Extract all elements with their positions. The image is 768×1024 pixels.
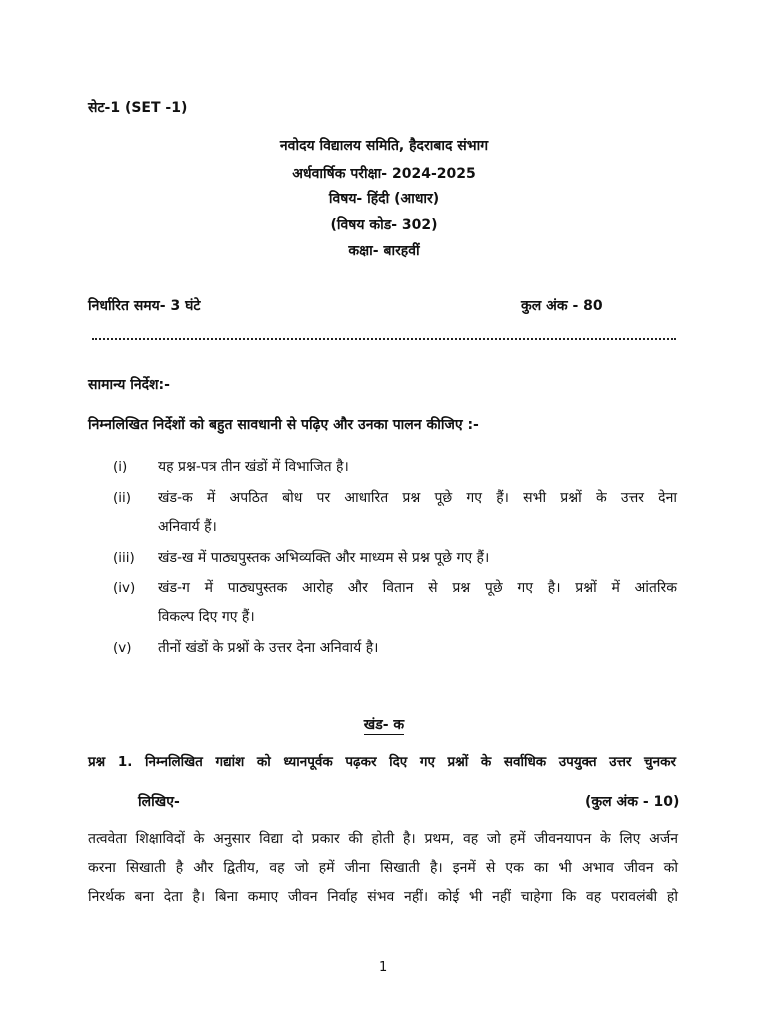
section-heading	[0, 716, 768, 735]
passage-line: करना सिखाती है और द्वितीय, वह जो हमें जीना सिखाती है। इनमें से एक का भी अभाव जीवन को	[88, 860, 678, 876]
question-1-text-continuation: लिखिए-	[138, 794, 180, 810]
time-allowed: निर्धारित समय- 3 घंटे	[88, 298, 201, 314]
section-title: खंड- क	[363, 717, 405, 733]
general-instructions-heading: सामान्य निर्देश:-	[88, 377, 170, 393]
list-item-text-continuation: विकल्प दिए गए हैं।	[158, 609, 255, 625]
list-item-number: (i)	[113, 459, 128, 475]
list-item-number: (ii)	[113, 490, 132, 506]
passage-line: तत्ववेता शिक्षाविदों के अनुसार विद्या दो प्रकार की होती है। प्रथम, वह जो हमें जीवनयापन के लिए अर्जन	[88, 831, 678, 847]
subject-title: विषय- हिंदी (आधार)	[328, 191, 440, 207]
instructions-intro: निम्नलिखित निर्देशों को बहुत सावधानी से पढ़िए और उनका पालन कीजिए :-	[88, 417, 479, 433]
list-item-number: (iv)	[113, 580, 136, 596]
subject-code: (विषय कोड- 302)	[330, 217, 438, 233]
list-item-text: खंड-क में अपठित बोध पर आधारित प्रश्न पूछे गए हैं। सभी प्रश्नों के उत्तर देना	[158, 490, 677, 506]
passage-line: निरर्थक बना देता है। बिना कमाए जीवन निर्वाह संभव नहीं। कोई भी नहीं चाहेगा कि वह परावलंबी हो	[88, 889, 678, 905]
exam-title: अर्धवार्षिक परीक्षा- 2024-2025	[292, 166, 476, 182]
list-item-number: (v)	[113, 640, 132, 656]
organization-title: नवोदय विद्यालय समिति, हैदराबाद संभाग	[279, 138, 489, 154]
list-item-number: (iii)	[113, 550, 135, 566]
question-1-marks: (कुल अंक - 10)	[585, 794, 680, 810]
page-number: 1	[379, 960, 388, 975]
question-1-text: प्रश्न 1. निम्नलिखित गद्यांश को ध्यानपूर्वक पढ़कर दिए गए प्रश्नों के सर्वाधिक उपयुक्त उत्तर चुनकर	[88, 754, 676, 770]
list-item-text: तीनों खंडों के प्रश्नों के उत्तर देना अनिवार्य है।	[158, 640, 379, 656]
dotted-divider	[92, 338, 676, 340]
list-item-text-continuation: अनिवार्य हैं।	[158, 519, 217, 535]
total-marks: कुल अंक - 80	[521, 298, 603, 314]
class-title: कक्षा- बारहवीं	[348, 243, 420, 259]
list-item-text: यह प्रश्न-पत्र तीन खंडों में विभाजित है।	[158, 459, 349, 475]
set-label: सेट-1 (SET -1)	[88, 100, 188, 116]
list-item-text: खंड-ख में पाठ्यपुस्तक अभिव्यक्ति और माध्यम से प्रश्न पूछे गए हैं।	[158, 550, 490, 566]
list-item-text: खंड-ग में पाठ्यपुस्तक आरोह और वितान से प्रश्न पूछे गए है। प्रश्नों में आंतरिक	[158, 580, 677, 596]
